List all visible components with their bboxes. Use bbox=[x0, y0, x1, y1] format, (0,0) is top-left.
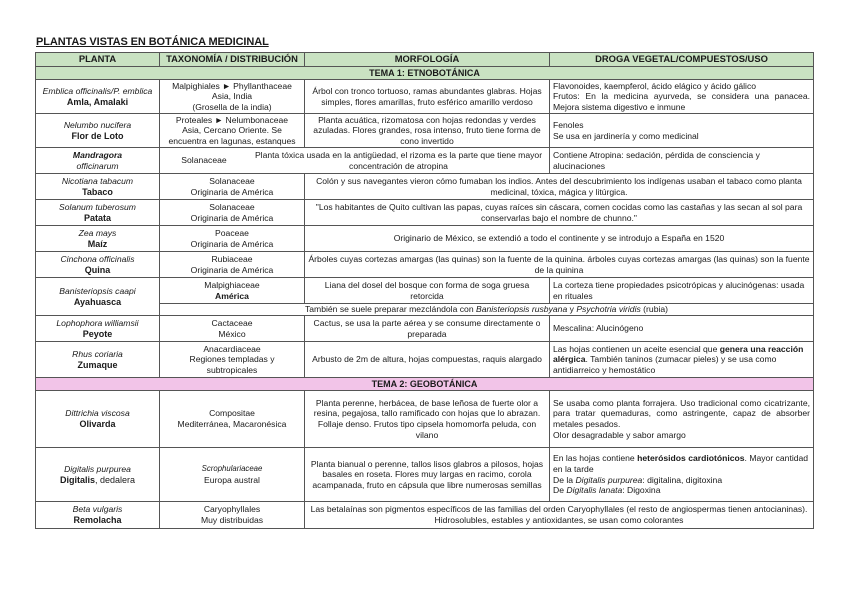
section-title-etnobotanica: TEMA 1: ETNOBOTÁNICA bbox=[36, 67, 814, 80]
plant-cell bbox=[36, 502, 160, 529]
scientific-name: Banisteriopsis caapi bbox=[59, 285, 136, 296]
taxonomy-family: Solanaceae bbox=[209, 201, 255, 212]
taxonomy-cell bbox=[160, 342, 305, 378]
note-suffix: (rubia) bbox=[640, 304, 669, 315]
use-species-2: Digitalis lanata bbox=[566, 485, 623, 496]
description-cell: Colón y sus navegantes vieron cómo fumaban los indios. Antes del descubrimiento los indígenas usaban el tabaco como planta medicinal, tóxica, mágica y litúrgica. bbox=[305, 174, 814, 200]
scientific-name: Dittrichia viscosa bbox=[65, 408, 130, 419]
taxonomy-family: Solanaceae bbox=[181, 155, 227, 166]
use-text-2: Olor desagradable y sabor amargo bbox=[553, 429, 686, 440]
table-row bbox=[36, 80, 814, 114]
taxonomy-order: Malpighiales ► Phyllanthaceae bbox=[172, 80, 292, 91]
table-row bbox=[36, 148, 814, 174]
taxonomy-family: Poaceae bbox=[215, 227, 249, 238]
section-row-tema1 bbox=[36, 67, 814, 80]
common-name: Tabaco bbox=[82, 186, 113, 197]
use-text: Se usaba como planta forrajera. Uso tradicional como cicatrizante, para tratar quemaduras, como astringente, capaz de absorber metales pesados. bbox=[553, 397, 810, 429]
common-name: Ayahuasca bbox=[73, 296, 122, 307]
scientific-name: Beta vulgaris bbox=[72, 504, 123, 515]
common-name: Zumaque bbox=[77, 359, 118, 370]
taxonomy-family: Rubiaceae bbox=[211, 253, 253, 264]
distribution: Europa austral bbox=[204, 474, 260, 485]
table-row bbox=[36, 316, 814, 342]
common-name: Maíz bbox=[87, 238, 108, 249]
use-text: Se usa en jardinería y como medicinal bbox=[553, 130, 699, 141]
taxonomy-order: Caryophyllales bbox=[203, 504, 261, 515]
scientific-name: Digitalis purpurea bbox=[64, 463, 131, 474]
morphology-cell: Planta acuática, rizomatosa con hojas redondas y verdes azuladas. Flores grandes, rosa intenso, fruto tiene forma de cono invertido bbox=[305, 114, 550, 148]
distribution: Originaria de América bbox=[190, 238, 274, 249]
taxonomy-cell bbox=[160, 252, 305, 278]
description-cell: Árboles cuyas cortezas amargas (las quinas) son la fuente de la quinina. árboles cuyas cortezas amargas (las quinas) son la fuente de la quinina bbox=[305, 252, 814, 278]
taxonomy-morphology-cell bbox=[160, 148, 550, 174]
use-line-2 bbox=[553, 475, 810, 486]
section-title-geobotanica: TEMA 2: GEOBOTÁNICA bbox=[36, 378, 814, 391]
description-cell: Las betalaínas son pigmentos específicos de las familias del orden Caryophyllales (el resto de angiospermas tienen antocianinas). Hidrosolubles, estables y antioxidantes, se usan como colorantes bbox=[305, 502, 814, 529]
morphology-cell: Planta perenne, herbácea, de base leñosa de fuerte olor a resina, pegajosa, tallo ramificado con hojas que lo abrazan. Follaje denso. Frutos tipo cipsela homomorfa peluda, con vilano bbox=[305, 391, 550, 448]
morphology-cell: Cactus, se usa la parte aérea y se consume directamente o preparada bbox=[305, 316, 550, 342]
table-row bbox=[36, 391, 814, 448]
taxonomy-cell bbox=[160, 200, 305, 226]
note-text: También se suele preparar mezclándola con bbox=[304, 304, 476, 315]
use-cell: Contiene Atropina: sedación, pérdida de consciencia y alucinaciones bbox=[550, 148, 814, 174]
distribution: Mediterránea, Macaronésica bbox=[177, 419, 287, 429]
common-name bbox=[39, 475, 156, 486]
morphology-cell: Planta bianual o perenne, tallos lisos glabros a pilosos, hojas basales en roseta. Flores muy largas en racimo, corola acampanada, fruto en cápsula que libre numerosas semillas bbox=[305, 448, 550, 502]
use-text: Las hojas contienen un aceite esencial que bbox=[553, 343, 720, 354]
common-name: Olivarda bbox=[79, 419, 116, 429]
plant-cell bbox=[36, 316, 160, 342]
common-name: Quina bbox=[84, 264, 111, 275]
column-header-droga: DROGA VEGETAL/COMPUESTOS/USO bbox=[550, 53, 814, 67]
use-cell bbox=[550, 391, 814, 448]
scientific-name: Zea mays bbox=[78, 227, 117, 238]
taxonomy-cell bbox=[160, 502, 305, 529]
column-header-morfologia: MORFOLOGÍA bbox=[305, 53, 550, 67]
table-row bbox=[36, 502, 814, 529]
plant-cell bbox=[36, 252, 160, 278]
common-name: Peyote bbox=[82, 328, 113, 339]
scientific-name: Rhus coriaria bbox=[72, 348, 123, 359]
scientific-name: Lophophora williamsii bbox=[56, 317, 139, 328]
table-row bbox=[36, 226, 814, 252]
morphology-cell: Liana del dosel del bosque con forma de soga gruesa retorcida bbox=[305, 278, 550, 304]
table-row bbox=[36, 278, 814, 304]
use-prefix-2: De bbox=[553, 485, 567, 496]
common-name: Remolacha bbox=[73, 515, 122, 525]
distribution: Regiones templadas y subtropicales bbox=[189, 354, 275, 375]
scientific-name: Emblica officinalis/P. emblica bbox=[42, 85, 153, 96]
use-cell bbox=[550, 114, 814, 148]
plant-cell bbox=[36, 342, 160, 378]
use-line-3 bbox=[553, 485, 810, 496]
document-title: PLANTAS VISTAS EN BOTÁNICA MEDICINAL bbox=[36, 36, 269, 48]
taxonomy-family: Compositae bbox=[209, 408, 255, 419]
table-row bbox=[36, 448, 814, 502]
use-line-1 bbox=[553, 453, 810, 474]
section-row-tema2 bbox=[36, 378, 814, 391]
use-text: En las hojas contiene bbox=[553, 453, 638, 464]
common-name: Patata bbox=[83, 212, 111, 223]
compounds: Flavonoides, kaempferol, ácido elágico y ácido gálico bbox=[553, 80, 757, 91]
use-cell bbox=[550, 80, 814, 114]
taxonomy-family: Cactaceae bbox=[211, 317, 253, 328]
use-cell: Mescalina: Alucinógeno bbox=[550, 316, 814, 342]
column-header-planta: PLANTA bbox=[36, 53, 160, 67]
taxonomy-family: Anacardiaceae bbox=[203, 343, 261, 354]
use-highlight: genera una reacción alérgica bbox=[553, 343, 804, 365]
distribution: Originaria de América bbox=[190, 212, 274, 223]
taxonomy-cell bbox=[160, 174, 305, 200]
use-prefix: De la bbox=[553, 474, 576, 485]
table-row bbox=[36, 174, 814, 200]
distribution: México bbox=[218, 328, 246, 339]
distribution: Asia, Cercano Oriente. Se encuentra en lagunas, estanques bbox=[168, 125, 296, 146]
description-cell: "Los habitantes de Quito cultivan las papas, cuyas raíces sin cáscara, comen cocidas como las castañas y las secan al sol para conservarlas bajo el nombre de chunno." bbox=[305, 200, 814, 226]
note-species-1: Banisteriopsis rusbyana bbox=[475, 304, 568, 315]
plant-cell bbox=[36, 278, 160, 316]
note-species-2: Psychotria viridis bbox=[576, 304, 641, 315]
taxonomy-cell bbox=[160, 316, 305, 342]
table-header-row bbox=[36, 53, 814, 67]
common-name: Flor de Loto bbox=[71, 130, 124, 141]
common-name-bold: Digitalis bbox=[59, 474, 95, 485]
plant-cell bbox=[36, 226, 160, 252]
plants-table bbox=[35, 52, 814, 529]
scientific-name: Nicotiana tabacum bbox=[61, 175, 134, 186]
distribution: Originaria de América bbox=[190, 186, 274, 197]
distribution-note: (Grosella de la india) bbox=[192, 101, 272, 112]
plant-cell bbox=[36, 80, 160, 114]
use-text: Frutos: En la medicina ayurveda, se considera una panacea. Mejora sistema digestivo e inmune bbox=[553, 91, 810, 112]
preparation-note bbox=[160, 304, 814, 316]
use-text-2: . Mayor cantidad en la tarde bbox=[553, 453, 809, 474]
taxonomy-cell bbox=[160, 391, 305, 448]
taxonomy-order: Proteales ► Nelumbonaceae bbox=[175, 114, 289, 125]
plant-cell bbox=[36, 148, 160, 174]
table-row bbox=[36, 114, 814, 148]
taxonomy-cell bbox=[160, 278, 305, 304]
use-cell: La corteza tiene propiedades psicotrópicas y alucinógenas: usada en rituales bbox=[550, 278, 814, 304]
morphology-text: Planta tóxica usada en la antigüedad, el rizoma es la parte que tiene mayor concentración de atropina bbox=[254, 149, 543, 171]
use-compounds-2: : Digoxina bbox=[622, 485, 661, 496]
use-cell bbox=[550, 448, 814, 502]
note-conjunction: y bbox=[567, 304, 577, 315]
plant-cell bbox=[36, 174, 160, 200]
plant-cell bbox=[36, 114, 160, 148]
taxonomy-family: Solanaceae bbox=[209, 175, 255, 186]
use-highlight: heterósidos cardiotónicos bbox=[637, 453, 745, 464]
table-row bbox=[36, 342, 814, 378]
taxonomy-family: Malpighiaceae bbox=[204, 279, 260, 290]
scientific-name: Cinchona officinalis bbox=[60, 253, 135, 264]
scientific-name: Nelumbo nucifera bbox=[63, 119, 132, 130]
use-species: Digitalis purpurea bbox=[575, 474, 643, 485]
plant-cell bbox=[36, 391, 160, 448]
common-name: Amla, Amalaki bbox=[66, 96, 129, 107]
taxonomy-cell bbox=[160, 448, 305, 502]
taxonomy-cell bbox=[160, 226, 305, 252]
morphology-cell: Árbol con tronco tortuoso, ramas abundantes glabras. Hojas simples, flores amarillas, fruto esférico amarillo verdoso bbox=[305, 80, 550, 114]
distribution: Muy distribuidas bbox=[200, 515, 264, 525]
distribution: Asia, India bbox=[211, 91, 253, 102]
common-name-alt: , dedalera bbox=[94, 474, 136, 485]
table-row bbox=[36, 200, 814, 226]
plant-cell bbox=[36, 200, 160, 226]
scientific-name: Mandragora bbox=[72, 149, 123, 160]
plant-cell bbox=[36, 448, 160, 502]
morphology-cell: Arbusto de 2m de altura, hojas compuestas, raquis alargado bbox=[305, 342, 550, 378]
distribution: Originaria de América bbox=[190, 264, 274, 275]
use-text-2: . También taninos (zumacar pieles) y se usa como antidiarreico y hemostático bbox=[553, 354, 777, 375]
scientific-name-2: officinarum bbox=[76, 160, 119, 171]
column-header-taxonomia: TAXONOMÍA / DISTRIBUCIÓN bbox=[160, 53, 305, 67]
taxonomy-cell bbox=[160, 114, 305, 148]
description-cell: Originario de México, se extendió a todo el continente y se introdujo a España en 1520 bbox=[305, 226, 814, 252]
use-cell bbox=[550, 342, 814, 378]
taxonomy-cell bbox=[160, 80, 305, 114]
scientific-name: Solanum tuberosum bbox=[59, 201, 136, 212]
taxonomy-family: Scrophulariaceae bbox=[201, 463, 263, 473]
compounds: Fenoles bbox=[553, 119, 584, 130]
table-row bbox=[36, 252, 814, 278]
use-compounds: : digitalina, digitoxina bbox=[642, 474, 723, 485]
distribution: América bbox=[215, 290, 249, 301]
